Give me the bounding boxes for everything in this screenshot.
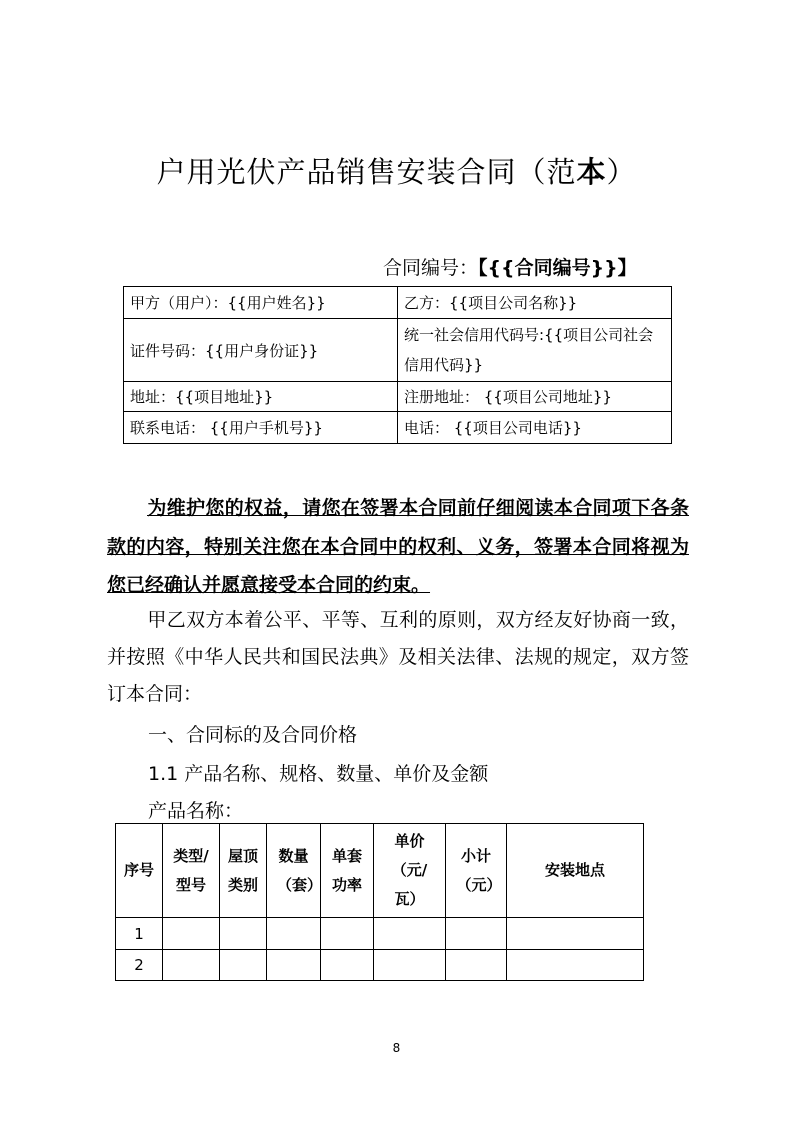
intro-paragraph (107, 602, 689, 713)
party-row (124, 319, 672, 382)
title-end: ） (606, 155, 637, 189)
party-b-name: 乙方：{{项目公司名称}} (398, 287, 672, 319)
row-seq: 2 (116, 950, 163, 981)
party-a-id: 证件号码：{{用户身份证}} (124, 319, 398, 382)
table-row (116, 950, 644, 981)
header-type: 类型/型号 (163, 824, 220, 918)
contract-number-value: 【{{合同编号}}】 (478, 257, 637, 279)
header-power: 单套功率 (321, 824, 374, 918)
party-info-table (123, 286, 672, 444)
document-title (0, 150, 793, 191)
title-text: 户用光伏产品销售安装合同（范 (156, 155, 577, 189)
contract-number (383, 253, 637, 280)
header-price: 单价（元/瓦） (374, 824, 446, 918)
notice-text: 为维护您的权益，请您在签署本合同前仔细阅读本合同项下各条款的内容，特别关注您在本合同中的权利、义务，签署本合同将视为您已经确认并愿意接受本合同的约束。 (107, 497, 689, 596)
table-row (116, 918, 644, 950)
notice-paragraph (107, 489, 689, 605)
header-seq: 序号 (116, 824, 163, 918)
party-a-name: 甲方（用户）：{{用户姓名}} (124, 287, 398, 319)
party-b-phone: 电话： {{项目公司电话}} (398, 412, 672, 444)
party-b-address: 注册地址： {{项目公司地址}} (398, 382, 672, 412)
page-number: 8 (392, 1041, 401, 1055)
party-row (124, 382, 672, 412)
intro-text: 甲乙双方本着公平、平等、互利的原则，双方经友好协商一致，并按照《中华人民共和国民法典》及相关法律、法规的规定，双方签订本合同： (107, 609, 689, 705)
header-roof: 屋顶类别 (220, 824, 267, 918)
header-subtotal: 小计（元） (446, 824, 507, 918)
product-name-label: 产品名称： (148, 800, 244, 822)
header-location: 安装地点 (507, 824, 644, 918)
party-row (124, 287, 672, 319)
party-a-address: 地址：{{项目地址}} (124, 382, 398, 412)
title-bold-char: 本 (576, 155, 607, 189)
party-row (124, 412, 672, 444)
party-b-credit-code: 统一社会信用代码号:{{项目公司社会信用代码}} (398, 319, 672, 382)
row-seq: 1 (116, 918, 163, 950)
contract-number-label: 合同编号： (383, 257, 479, 279)
product-table (115, 823, 644, 981)
section-1-heading: 一、合同标的及合同价格 (148, 724, 358, 746)
section-1-1-heading: 1.1 产品名称、规格、数量、单价及金额 (148, 763, 489, 785)
product-table-header (116, 824, 644, 918)
header-qty: 数量（套） (267, 824, 321, 918)
party-a-phone: 联系电话： {{用户手机号}} (124, 412, 398, 444)
